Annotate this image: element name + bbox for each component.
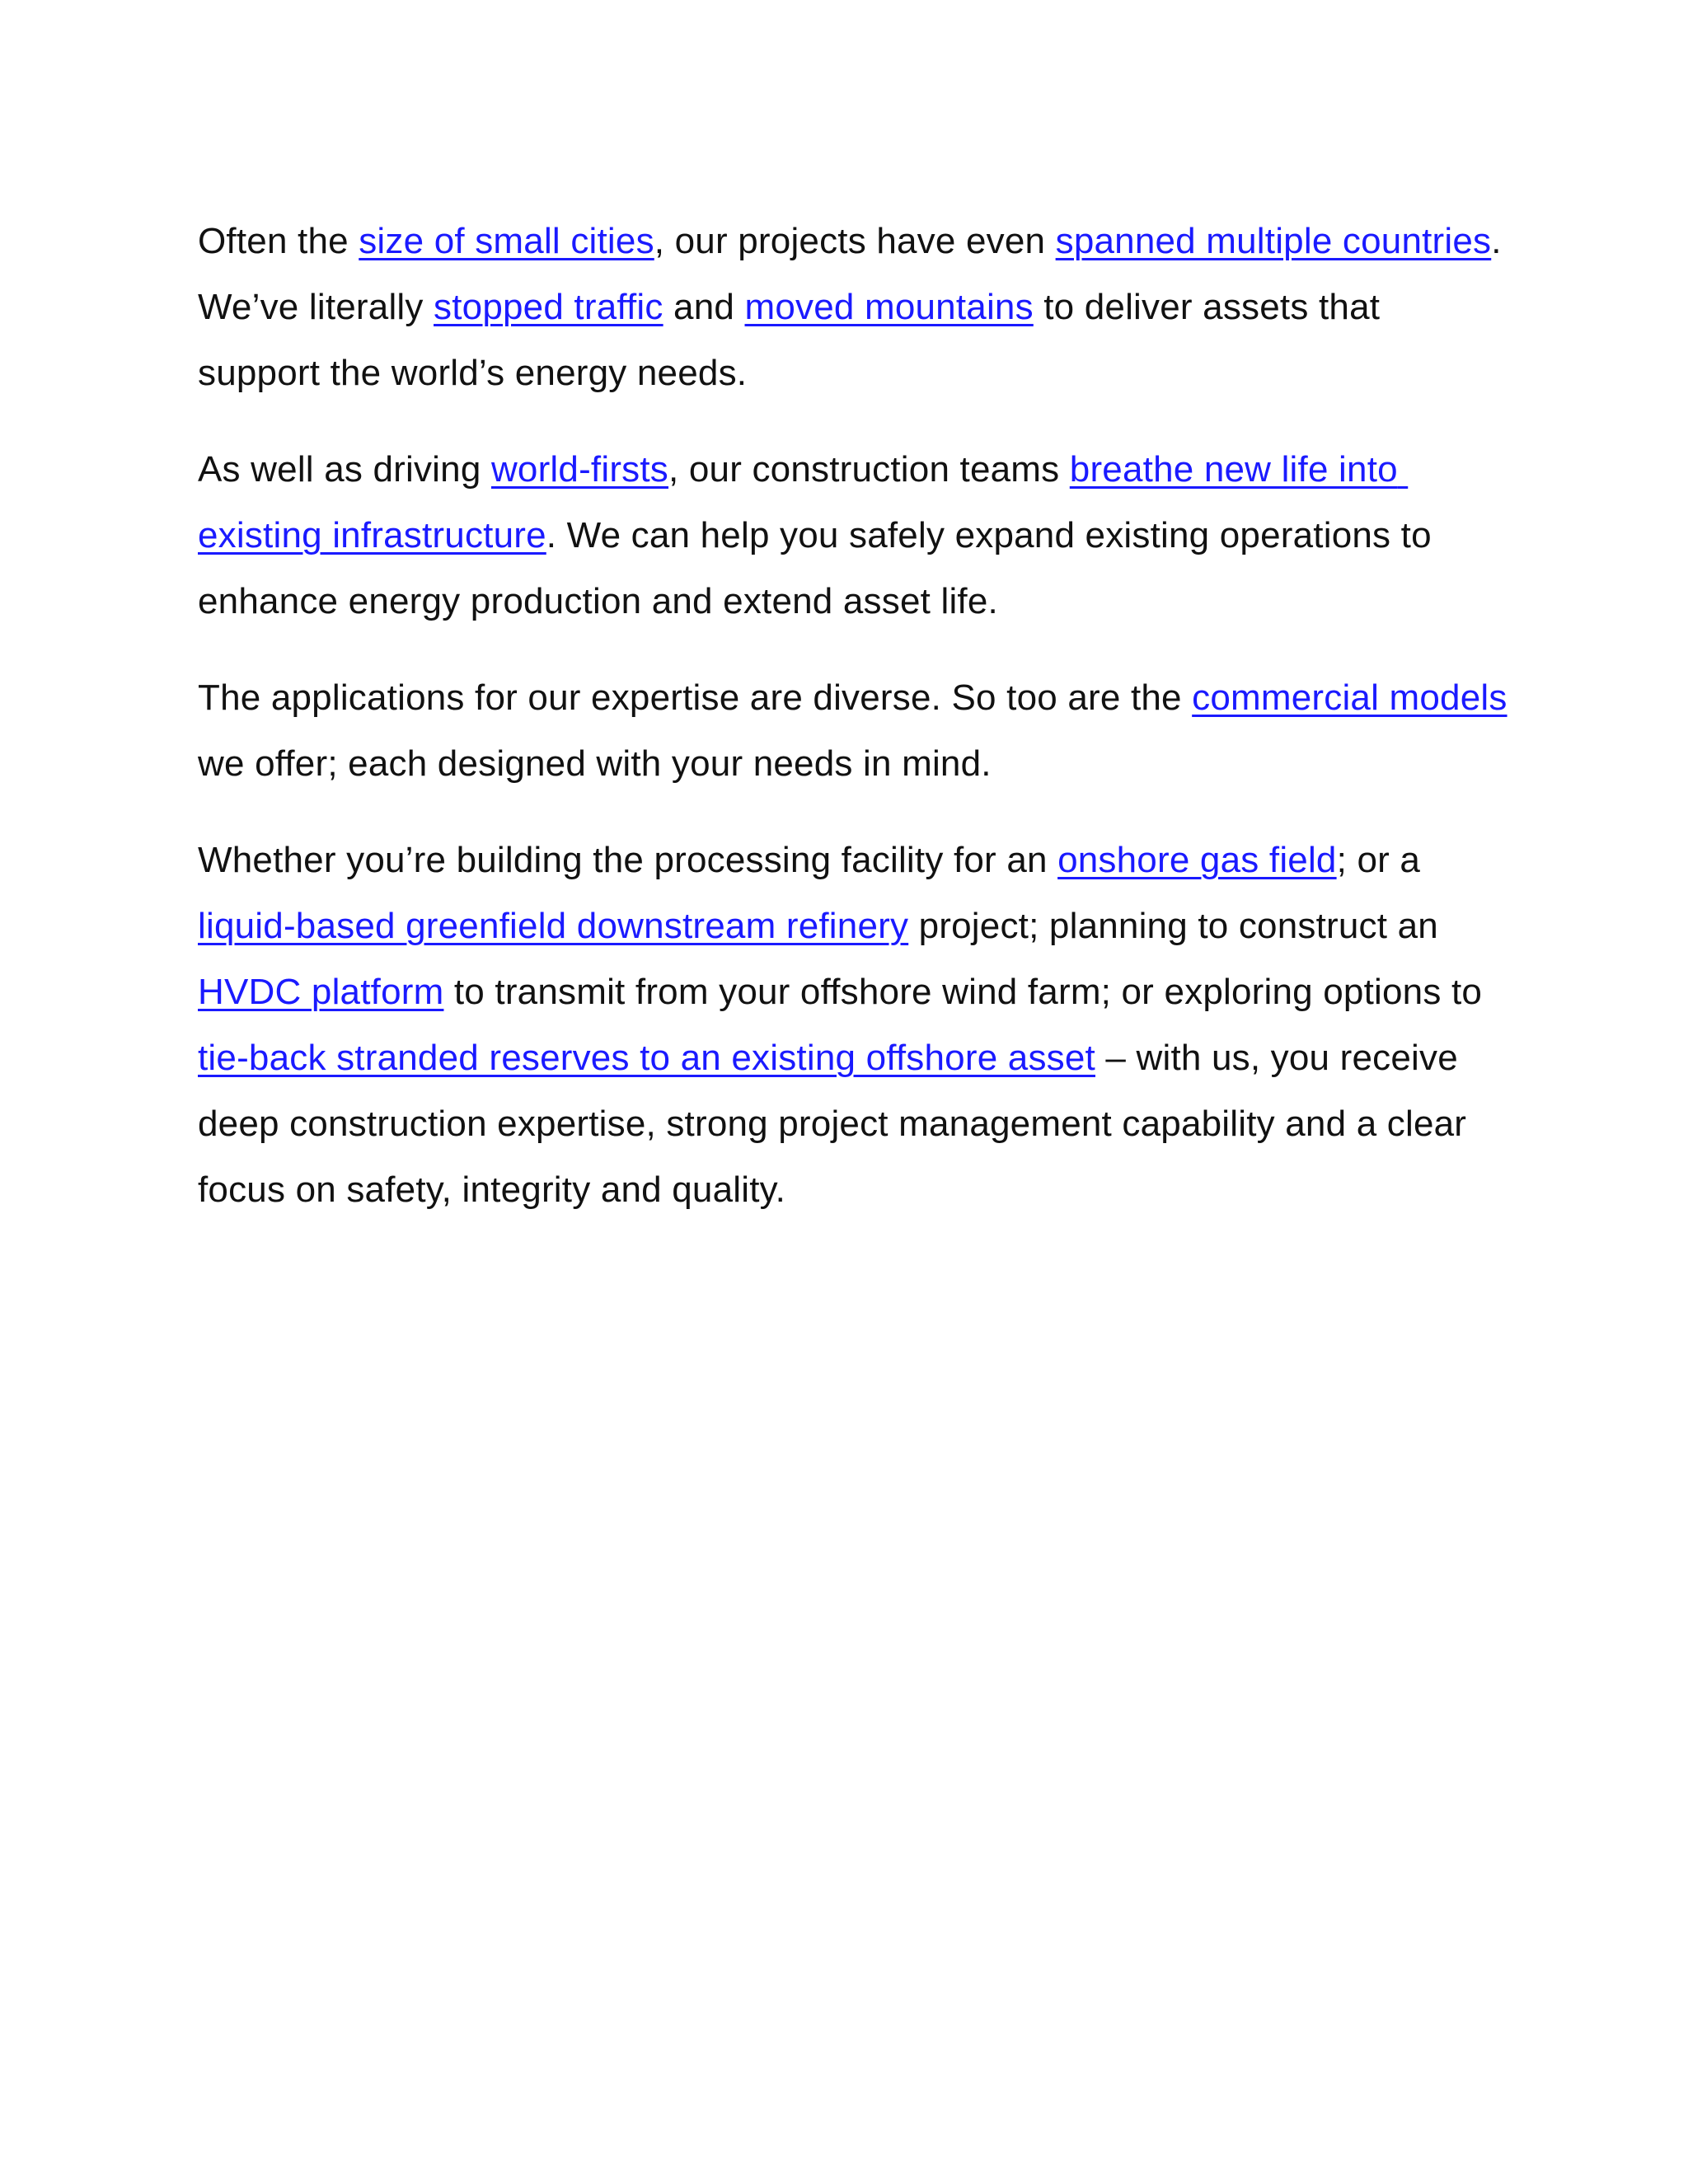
link-world-firsts[interactable]: world-firsts [490, 449, 669, 490]
text-segment: Often the [198, 221, 359, 261]
link-commercial-models[interactable]: commercial models [1192, 677, 1507, 718]
text-segment: to deliver assets that support the world’s energy needs. [198, 287, 1390, 393]
text-segment: we offer; each designed with your needs in mind. [198, 677, 1517, 784]
text-segment: Whether you’re building the processing facility for an [198, 840, 1058, 880]
link-tie-back-stranded-reserves[interactable]: tie-back stranded reserves to an existing offshore asset [198, 1038, 1095, 1078]
link-onshore-gas-field[interactable]: onshore gas field [1057, 840, 1337, 880]
paragraph-1 [198, 209, 1512, 406]
link-stopped-traffic[interactable]: stopped traffic [434, 287, 663, 327]
link-moved-mountains[interactable]: moved mountains [744, 287, 1034, 327]
paragraph-4 [198, 827, 1508, 1223]
document-body [198, 209, 1517, 1254]
text-segment: . We’ve literally [198, 221, 1512, 327]
text-segment: project; planning to construct an [908, 906, 1449, 946]
link-breathe-new-life[interactable]: breathe new life into existing infrastructure [198, 449, 1409, 555]
text-segment: , our projects have even [654, 221, 1056, 261]
paragraph-2 [198, 437, 1508, 635]
text-segment: and [663, 287, 745, 327]
text-segment: . We can help you safely expand existing operations to enhance energy production and extend asset life. [198, 515, 1442, 621]
link-size-of-small-cities[interactable]: size of small cities [359, 221, 654, 261]
paragraph-3 [198, 665, 1517, 797]
text-segment: As well as driving [198, 449, 491, 490]
text-segment: – with us, you receive deep construction expertise, strong project management capability and a clear focus on safety, integrity and quality. [198, 1038, 1477, 1210]
link-hvdc-platform[interactable]: HVDC platform [198, 972, 444, 1012]
link-spanned-multiple-countries[interactable]: spanned multiple countries [1055, 221, 1492, 261]
text-segment: The applications for our expertise are diverse. So too are the [198, 677, 1193, 718]
text-segment: ; or a [1336, 840, 1431, 880]
text-segment: , our construction teams [668, 449, 1070, 490]
link-downstream-refinery[interactable]: liquid-based greenfield downstream refinery [198, 906, 909, 946]
text-segment: to transmit from your offshore wind farm; or exploring options to [443, 972, 1493, 1012]
